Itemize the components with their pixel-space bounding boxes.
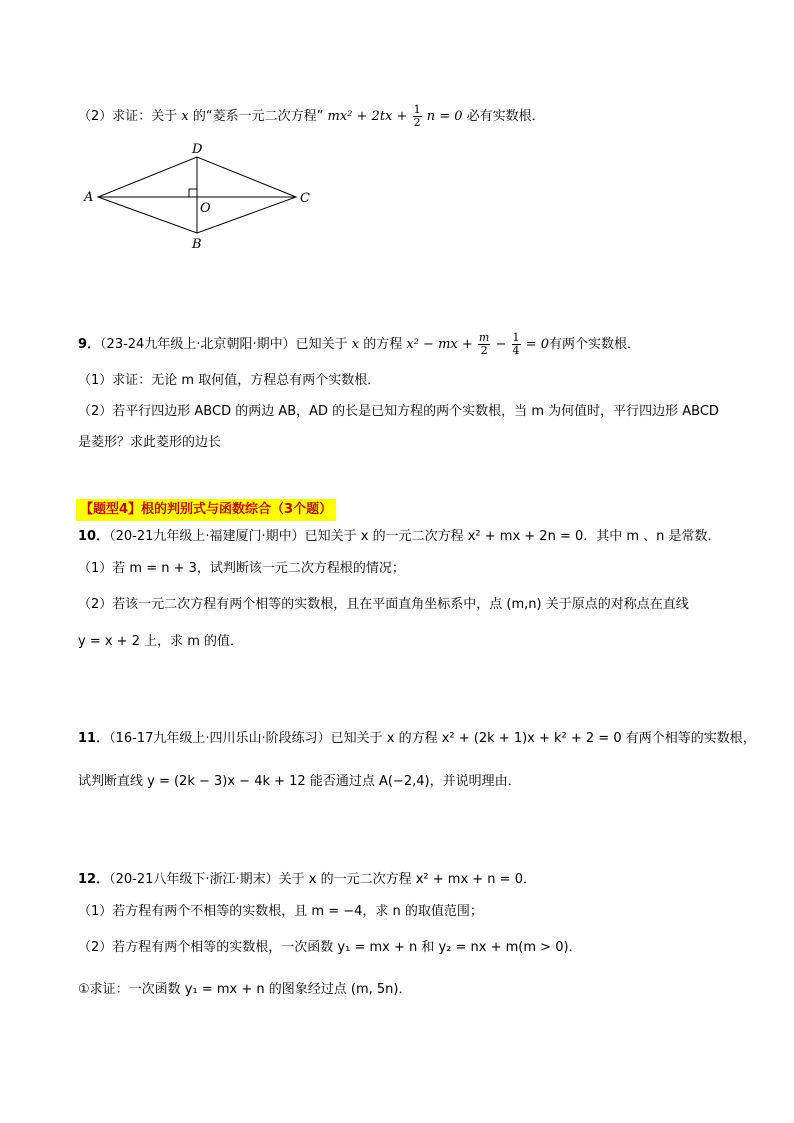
- q9-f1-num: m: [478, 331, 490, 344]
- rhombus-diagram: [78, 140, 338, 260]
- label-a: A: [84, 190, 94, 205]
- q8-eq-a: mx² + 2tx +: [327, 109, 408, 124]
- q9-fraction-2: [512, 332, 521, 357]
- q12-text: （20-21八年级下·浙江·期末）关于 x 的一元二次方程 x² + mx + n = 0．: [109, 872, 536, 887]
- q9-fraction-1: [478, 332, 490, 357]
- q9-eq-a: x² − mx +: [406, 337, 473, 352]
- q9-f2-num: 1: [512, 331, 520, 344]
- q12-part3: ①求证：一次函数 y₁ = mx + n 的图象经过点 (m, 5n)．: [78, 982, 412, 997]
- right-angle-mark: [189, 189, 197, 197]
- q9-stem: [78, 332, 640, 357]
- q9-suffix: 有两个实数根．: [548, 337, 640, 352]
- q8-part2: [78, 104, 545, 129]
- q9-part2-line2: 是菱形？求此菱形的边长: [78, 435, 222, 450]
- q10-stem: [78, 527, 721, 547]
- q10-part1: （1）若 m = n + 3，试判断该一元二次方程根的情况；: [78, 561, 405, 576]
- q12-number: 12．: [78, 872, 110, 887]
- q9-part2-line1: （2）若平行四边形 ABCD 的两边 AB，AD 的长是已知方程的两个实数根，当 m 为何值时，平行四边形 ABCD: [78, 404, 719, 419]
- q8-mid: 的“菱系一元二次方程”: [192, 109, 324, 124]
- q11-stem: [78, 729, 756, 749]
- q9-source: （23-24九年级上·北京朝阳·期中）已知关于: [100, 337, 348, 352]
- q8-var: x: [181, 109, 189, 124]
- q12-part1: （1）若方程有两个不相等的实数根，且 m = −4，求 n 的取值范围；: [78, 904, 483, 919]
- q8-frac-num: 1: [413, 103, 421, 116]
- q10-part2-line1: （2）若该一元二次方程有两个相等的实数根，且在平面直角坐标系中，点 (m,n) 关于原点的对称点在直线: [78, 597, 689, 612]
- label-o: O: [200, 201, 211, 216]
- q9-number: 9．: [78, 337, 101, 352]
- q12-part2: （2）若方程有两个相等的实数根，一次函数 y₁ = mx + n 和 y₂ = nx + m(m > 0)．: [78, 940, 582, 955]
- q11-number: 11．: [78, 731, 110, 746]
- q10-part2-line2: y = x + 2 上，求 m 的值．: [78, 634, 244, 649]
- q11-text: （16-17九年级上·四川乐山·阶段练习）已知关于 x 的方程 x² + (2k + 1)x + k² + 2 = 0 有两个相等的实数根，: [109, 731, 756, 746]
- label-d: D: [192, 142, 203, 157]
- q8-fraction: [413, 104, 422, 129]
- q9-minus: −: [495, 337, 507, 352]
- q12-stem: [78, 870, 536, 890]
- q9-eq-b: = 0: [525, 337, 549, 352]
- q9-var: x: [351, 337, 360, 352]
- q8-part2-prefix: （2）求证：关于: [78, 109, 178, 124]
- label-c: C: [300, 191, 310, 206]
- q9-f2-den: 4: [512, 344, 520, 357]
- q9-part1: （1）求证：无论 m 取何值，方程总有两个实数根．: [78, 373, 381, 388]
- q11-line2: 试判断直线 y = (2k − 3)x − 4k + 12 能否通过点 A(−2,4)，并说明理由．: [78, 774, 521, 789]
- q9-f1-den: 2: [480, 344, 488, 357]
- q9-mid: 的方程: [363, 337, 403, 352]
- q8-frac-den: 2: [413, 116, 421, 129]
- label-b: B: [192, 237, 202, 252]
- section-heading: 【题型4】根的判别式与函数综合（3个题）: [76, 499, 336, 521]
- q8-suffix: 必有实数根．: [466, 109, 545, 124]
- q8-eq-b: n = 0: [426, 109, 463, 124]
- q10-text: （20-21九年级上·福建厦门·期中）已知关于 x 的一元二次方程 x² + mx + 2n = 0．其中 m 、n 是常数．: [109, 529, 721, 544]
- q10-number: 10．: [78, 529, 110, 544]
